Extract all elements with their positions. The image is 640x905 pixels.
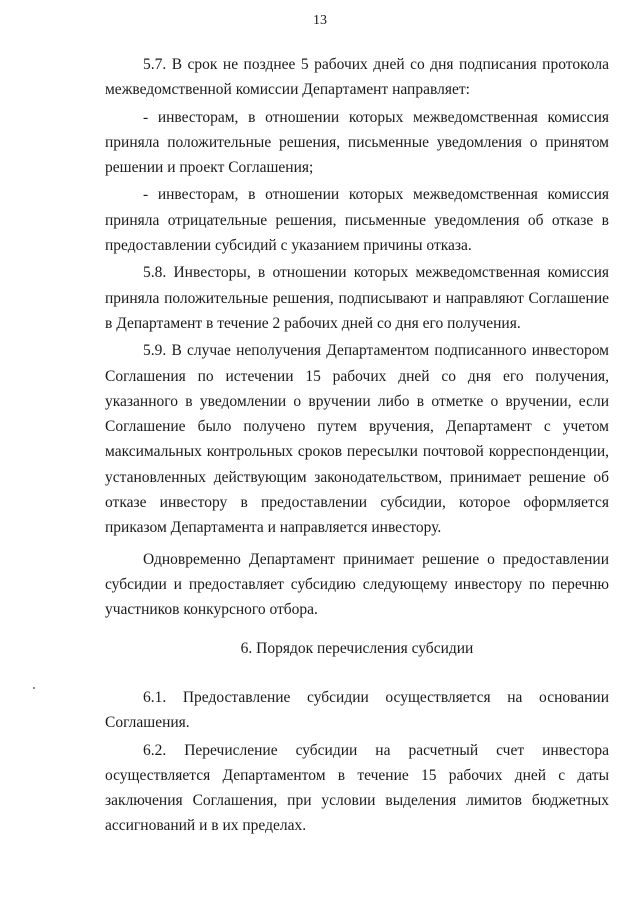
page-number: 13	[313, 13, 327, 28]
margin-mark	[33, 687, 35, 689]
document-body	[105, 52, 609, 623]
section-heading: 6. Порядок перечисления субсидии	[240, 640, 474, 657]
paragraph-5-9: 5.9. В случае неполучения Департаментом подписанного инвестором Соглашения по истечении 15 рабочих дней со дня его получения, указанного в уведомлении о вручении либо в отметке о вручении, если Соглашение было получено путем вручения, Департамент с учетом максимальных контрольных сроков пересылки почтовой корреспонденции, установленных действующим законодательством, принимает решение об отказе инвестору в предоставлении субсидии, которое оформляется приказом Департамента и направляется инвестору.	[105, 342, 609, 537]
section-6-body	[105, 685, 609, 839]
list-item-negative: - инвесторам, в отношении которых межведомственная комиссия приняла отрицательные решения, письменные уведомления об отказе в предоставлении субсидий с указанием причины отказа.	[105, 186, 609, 255]
paragraph-simultaneously: Одновременно Департамент принимает решение о предоставлении субсидии и предоставляет субсидию следующему инвестору по перечню участников конкурсного отбора.	[105, 550, 609, 619]
list-item-positive: - инвесторам, в отношении которых межведомственная комиссия приняла положительные решения, письменные уведомления о принятом решении и проект Соглашения;	[105, 108, 609, 177]
paragraph-6-1: 6.1. Предоставление субсидии осуществляется на основании Соглашения.	[105, 689, 609, 732]
paragraph-5-8: 5.8. Инвесторы, в отношении которых межведомственная комиссия приняла положительные решения, подписывают и направляют Соглашение в Департамент в течение 2 рабочих дней со дня его получения.	[105, 264, 609, 332]
paragraph-5-7: 5.7. В срок не позднее 5 рабочих дней со дня подписания протокола межведомственной комиссии Департамент направляет:	[105, 56, 609, 99]
paragraph-6-2: 6.2. Перечисление субсидии на расчетный счет инвестора осуществляется Департаментом в течение 15 рабочих дней с даты заключения Соглашения, при условии выделения лимитов бюджетных ассигнований и в их пределах.	[105, 741, 609, 835]
